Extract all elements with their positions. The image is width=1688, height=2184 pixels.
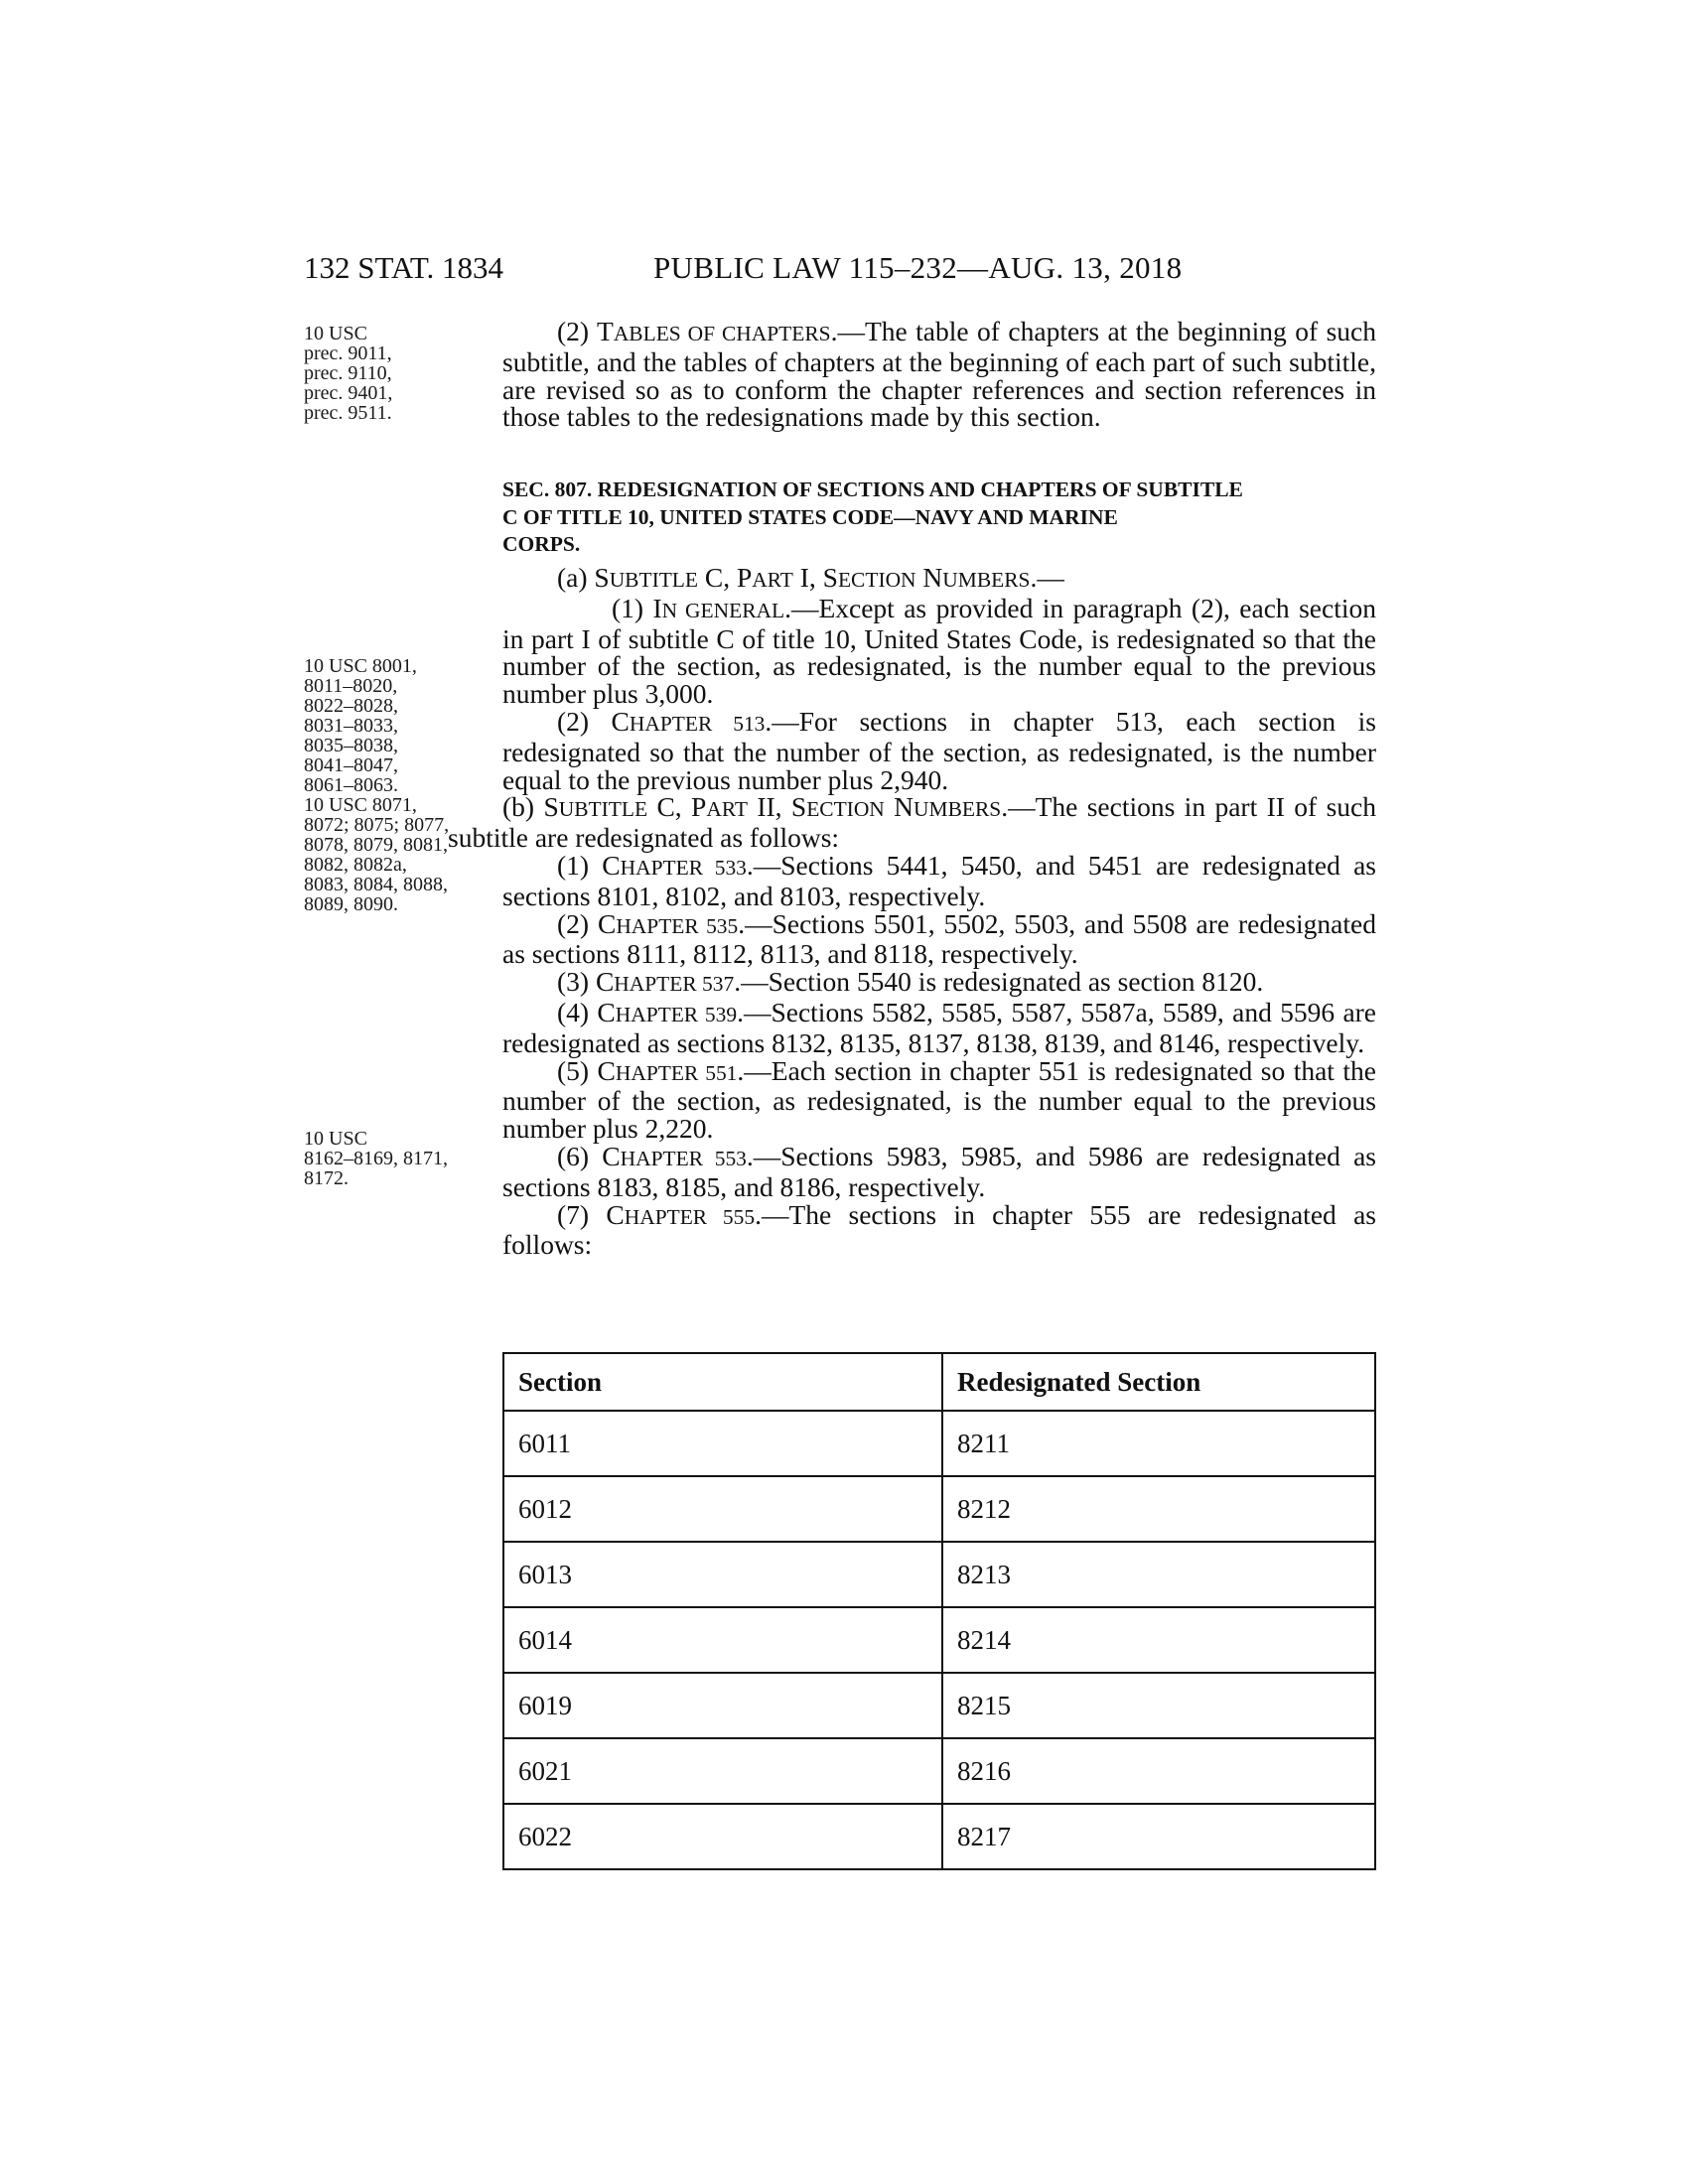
table-row <box>503 1673 1375 1738</box>
table-row <box>503 1476 1375 1542</box>
table-row <box>503 1607 1375 1673</box>
paragraph-b6: (6) CHAPTER 553.—Sections 5983, 5985, and 5986 are redesignated as sections 8183, 8185, and 8186, respectively. <box>502 1140 1376 1202</box>
paragraph-b5: (5) CHAPTER 551.—Each section in chapter 551 is redesignated so that the number of the section, as redesignated, is the number equal to the previous number plus 2,220. <box>502 1054 1376 1145</box>
paragraph-a2: (2) CHAPTER 513.—For sections in chapter 513, each section is redesignated so that the number of the section, as redesignated, is the number equal to the previous number plus 2,940. <box>502 705 1376 795</box>
margin-note-usc-prec: 10 USC prec. 9011, prec. 9110, prec. 9401, prec. 9511. <box>304 323 393 424</box>
section-cell: 6012 <box>503 1476 942 1542</box>
section-cell: 6014 <box>503 1607 942 1673</box>
margin-note-usc-8001: 10 USC 8001, 8011–8020, 8022–8028, 8031–8033, 8035–8038, 8041–8047, 8061–8063. <box>304 655 417 796</box>
stat-page-number: 132 STAT. 1834 <box>304 250 504 285</box>
paragraph-b1: (1) CHAPTER 533.—Sections 5441, 5450, and 5451 are redesignated as sections 8101, 8102, and 8103, respectively. <box>502 849 1376 911</box>
margin-note-usc-8162: 10 USC 8162–8169, 8171, 8172. <box>304 1128 448 1189</box>
section-cell: 6011 <box>503 1411 942 1476</box>
column-header-section: Section <box>503 1353 942 1411</box>
redesignated-cell: 8214 <box>942 1607 1375 1673</box>
tables-of-chapters-paragraph: (2) TABLES OF CHAPTERS.—The table of chapters at the beginning of such subtitle, and the tables of chapters at the beginning of each part of such subtitle, are revised so as to conform the chapter references and section references in those tables to the redesignations made by this section. <box>502 316 1377 433</box>
table-row <box>503 1542 1375 1607</box>
subsection-a-heading: (a) SUBTITLE C, PART I, SECTION NUMBERS.— <box>557 562 1064 593</box>
table-header-row <box>503 1353 1375 1411</box>
redesignated-cell: 8215 <box>942 1673 1375 1738</box>
section-cell: 6022 <box>503 1804 942 1869</box>
table-row <box>503 1804 1375 1869</box>
section-cell: 6021 <box>503 1738 942 1804</box>
redesignation-table <box>502 1352 1376 1870</box>
redesignated-cell: 8213 <box>942 1542 1375 1607</box>
column-header-redesignated-section: Redesignated Section <box>942 1353 1375 1411</box>
table-row <box>503 1411 1375 1476</box>
table-row <box>503 1738 1375 1804</box>
page-header <box>304 250 1376 290</box>
section-807-body <box>448 562 1377 1261</box>
paragraph-b3: (3) CHAPTER 537.—Section 5540 is redesignated as section 8120. <box>557 966 1264 998</box>
redesignated-cell: 8217 <box>942 1804 1375 1869</box>
public-law-title: PUBLIC LAW 115–232—AUG. 13, 2018 <box>653 250 1183 285</box>
margin-note-usc-8071: 10 USC 8071, 8072; 8075; 8077, 8078, 8079, 8081, 8082, 8082a, 8083, 8084, 8088, 8089, 8090. <box>304 794 450 915</box>
section-cell: 6013 <box>503 1542 942 1607</box>
paragraph-b2: (2) CHAPTER 535.—Sections 5501, 5502, 5503, and 5508 are redesignated as sections 8111, 8112, 8113, and 8118, respectively. <box>502 907 1376 970</box>
paragraph-b7: (7) CHAPTER 555.—The sections in chapter 555 are redesignated as follows: <box>502 1198 1376 1261</box>
redesignated-cell: 8212 <box>942 1476 1375 1542</box>
paragraph-a1: (1) IN GENERAL.—Except as provided in paragraph (2), each section in part I of subtitle C of title 10, United States Code, is redesignated so that the number of the section, as redesignated, is the number equal to the previous number plus 3,000. <box>502 592 1376 710</box>
redesignated-cell: 8211 <box>942 1411 1375 1476</box>
section-807-heading: SEC. 807. REDESIGNATION OF SECTIONS AND CHAPTERS OF SUBTITLE C OF TITLE 10, UNITED STATES CODE—NAVY AND MARINE CORPS. <box>502 478 1243 556</box>
section-cell: 6019 <box>503 1673 942 1738</box>
subsection-b: (b) SUBTITLE C, PART II, SECTION NUMBERS.—The sections in part II of such subtitle are redesignated as follows: <box>448 791 1376 854</box>
redesignated-cell: 8216 <box>942 1738 1375 1804</box>
paragraph-b4: (4) CHAPTER 539.—Sections 5582, 5585, 5587, 5587a, 5589, and 5596 are redesignated as sections 8132, 8135, 8137, 8138, 8139, and 8146, respectively. <box>502 996 1377 1058</box>
